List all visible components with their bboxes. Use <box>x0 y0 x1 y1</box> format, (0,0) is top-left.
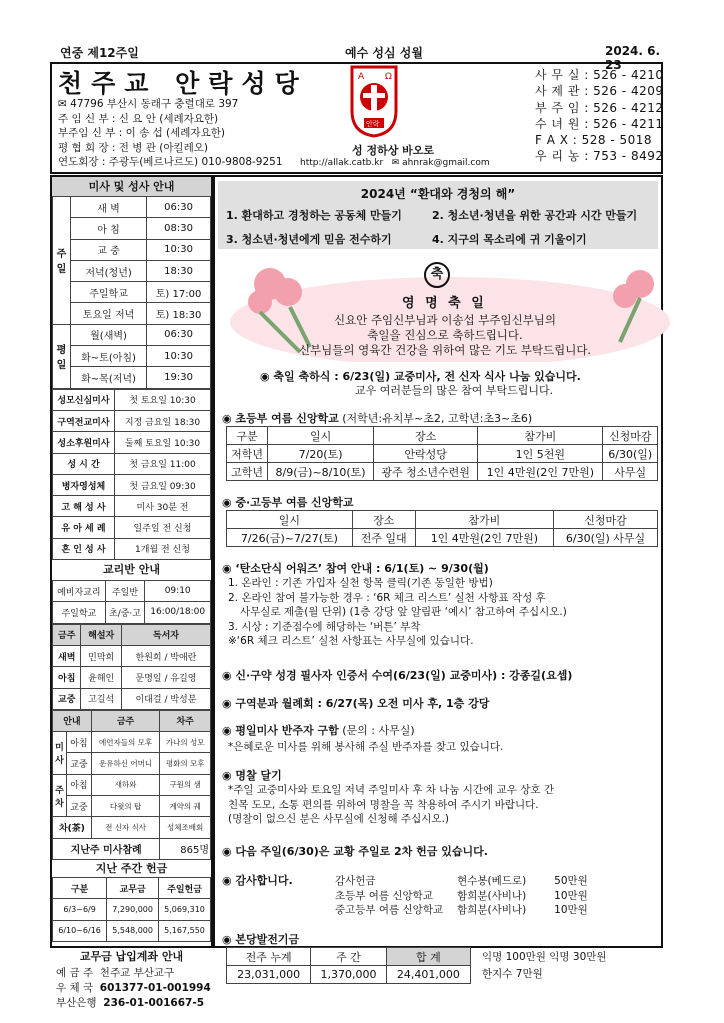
nametag-line: *주일 교중미사와 토요일 저녁 주일미사 후 차 나눔 시간에 교우 상호 간 <box>228 784 554 796</box>
summer2-header: 장소 <box>352 511 415 529</box>
thanks-cell: 중고등부 여름 신앙학교 <box>335 904 444 916</box>
bank2-label: 부산은행 <box>56 996 97 1009</box>
celebration-meal: ◉ 축일 축하식 : 6/23(일) 교중미사, 전 신자 식사 나눔 있습니다. <box>260 370 581 383</box>
mass-name: 월(새벽) <box>71 324 147 345</box>
duty-header: 독서자 <box>121 624 210 645</box>
church-logo-icon <box>348 63 400 138</box>
accompanist-sub: (문의 : 사무실) <box>342 724 415 737</box>
assistant-pastor: 부주임 신 부 : 이 송 섭 (세례자요한) <box>58 127 225 140</box>
fund-cell: 24,401,000 <box>386 966 470 984</box>
carbon-line: 1. 온라인 : 기존 가입자 실천 항목 클릭(기존 동일한 방법) <box>228 577 493 589</box>
offering-header: 구분 <box>53 877 107 898</box>
carbon-line: ※‘6R 체크 리스트’ 실천 사항표는 사무실에 있습니다. <box>228 635 474 647</box>
celebration-char: 축 <box>424 262 450 288</box>
summer2-cell: 전주 일대 <box>352 529 415 547</box>
summer2-header: 신청마감 <box>554 511 658 529</box>
sacrament-table <box>52 389 211 560</box>
summer1-table <box>226 426 658 481</box>
thanks-cell: 10만원 <box>554 904 588 916</box>
celebration-title: 영 명 축 일 <box>402 296 487 311</box>
fund-header: 주 간 <box>311 948 387 966</box>
guide-cell: 교중 <box>67 753 92 774</box>
mass-time: 10:30 <box>147 239 211 260</box>
summer1-cell: 6/30(일) <box>603 445 658 463</box>
summer1-cell: 안락성당 <box>374 445 478 463</box>
tea-label: 차(茶) <box>53 817 92 838</box>
school-cell: 주일학교 <box>53 602 106 623</box>
council-president: 평 협 회 장 : 전 병 관 (아킬레오) <box>58 141 209 154</box>
offering-table <box>52 877 211 942</box>
celebration-line: 축일을 진심으로 축하드립니다. <box>367 328 523 342</box>
thanks-title: ◉ 감사합니다. <box>222 874 293 887</box>
mass-time: 18:30 <box>147 260 211 281</box>
sacrament-name: 혼 인 성 사 <box>53 538 115 559</box>
theme-item: 2. 청소년·청년을 위한 공간과 시간 만들기 <box>432 209 638 222</box>
fund-header: 합 계 <box>386 948 470 966</box>
duty-cell: 새벽 <box>53 645 81 666</box>
account-title: 교무금 납입계좌 안내 <box>79 949 184 963</box>
sacrament-name: 고 해 성 사 <box>53 496 115 517</box>
summer1-title: ◉ 초등부 여름 신앙학교 <box>222 412 339 425</box>
duty-header: 해설자 <box>81 624 122 645</box>
sacrament-time: 첫 토요일 10:30 <box>115 389 211 410</box>
contact-office: 사 무 실 : 526 - 4210 <box>535 68 664 82</box>
celebration-message <box>230 313 660 358</box>
patron-saint: 성 정하상 바오로 <box>352 144 435 157</box>
summer1-header: 신청마감 <box>603 427 658 445</box>
carbon-line: 2. 온라인 참여 불가능한 경우 : ‘6R 체크 리스트’ 실천 사항표 작성 후 <box>228 591 546 604</box>
summer2-title: ◉ 중·고등부 여름 신앙학교 <box>222 496 354 509</box>
carbon-title: ◉ ‘탄소단식 어워즈’ 참여 안내 : 6/1(토) ~ 9/30(월) <box>222 562 489 575</box>
school-table <box>52 580 211 624</box>
school-cell: 예비자교리 <box>53 581 106 602</box>
summer2-cell: 6/30(일) 사무실 <box>554 529 658 547</box>
pastor: 주 임 신 부 : 신 요 안 (세례자요한) <box>58 112 219 125</box>
summer1-cell: 고학년 <box>227 463 268 481</box>
summer1-header: 구분 <box>227 427 268 445</box>
guide-cell: 새하와 <box>91 774 159 795</box>
contact-assistant: 부 주 임 : 526 - 4212 <box>535 100 664 115</box>
fund-note: 한지수 7만원 <box>482 968 543 980</box>
duty-cell: 문명일 / 유길영 <box>121 667 210 688</box>
account-holder-label: 예 금 주 <box>56 966 94 979</box>
sacrament-name: 유 아 세 례 <box>53 517 115 538</box>
mass-time: 토) 18:30 <box>147 303 211 324</box>
theme-title: 2024년 “환대와 경청의 해” <box>360 187 516 201</box>
duty-header: 금주 <box>53 624 81 645</box>
guide-cell: 아침 <box>67 732 92 753</box>
fund-header: 전주 누계 <box>227 948 311 966</box>
accompanist-heading <box>222 722 415 738</box>
sacrament-time: 첫 금요일 09:30 <box>115 474 211 495</box>
guide-cell: 구원의 샘 <box>160 774 211 795</box>
mass-name: 새 벽 <box>71 197 147 218</box>
summer1-header: 장소 <box>374 427 478 445</box>
email-link[interactable]: ahnrak@gmail.com <box>402 158 490 168</box>
celebration-line: 신부님들의 영육간 건강을 위하여 많은 기도 부탁드립니다. <box>298 343 592 357</box>
guide-cell: 평화의 모후 <box>160 753 211 774</box>
school-cell: 초/중·고 <box>105 602 145 623</box>
thanks-cell: 10만원 <box>554 889 588 902</box>
mass-name: 주일학교 <box>71 282 147 303</box>
contact-convent: 수 녀 원 : 526 - 4211 <box>535 116 664 131</box>
chairman: 연도회장 : 주광두(베르나르도) 010-9808-9251 <box>58 156 283 169</box>
summer1-cell: 1인 4만원(2인 7만원) <box>478 463 603 481</box>
nametag-title: ◉ 명찰 달기 <box>222 769 282 782</box>
school-title: 교리반 안내 <box>52 560 211 580</box>
guide-header: 차주 <box>160 710 211 731</box>
guide-table <box>52 710 211 860</box>
duty-cell: 한원희 / 박애란 <box>121 645 210 666</box>
thanks-cell: 현수봉(베드로) <box>457 875 527 887</box>
summer2-cell: 1인 4만원(2인 7만원) <box>415 529 553 547</box>
duty-cell: 이대걸 / 박성분 <box>121 688 210 709</box>
sacrament-name: 병자영성체 <box>53 474 115 495</box>
mass-table <box>52 196 211 389</box>
contact-list <box>535 67 663 165</box>
offering-cell: 7,290,000 <box>107 899 159 920</box>
offering-cell: 6/3~6/9 <box>53 899 107 920</box>
school-cell: 주일반 <box>105 581 145 602</box>
sacrament-name: 성모신심미사 <box>53 389 115 410</box>
logo-text: 안락 <box>366 120 380 128</box>
sacrament-name: 성소후원미사 <box>53 432 115 453</box>
guide-header: 안내 <box>53 710 92 731</box>
mass-time: 10:30 <box>147 346 211 367</box>
contact-farm: 우 리 농 : 753 - 8492 <box>535 149 664 164</box>
date-label: 2024. 6. 23 <box>605 44 661 72</box>
guide-cell: 에언자들의 모후 <box>91 732 159 753</box>
guide-cell: 교중 <box>67 796 92 817</box>
mass-name: 화~목(저녁) <box>71 367 147 388</box>
sunday-label: 주일 <box>53 197 71 325</box>
attendance-label: 지난주 미사참례 <box>53 838 160 859</box>
guide-cell: 가나의 성모 <box>160 732 211 753</box>
offering-cell: 5,548,000 <box>107 920 159 941</box>
summer1-cell: 7/20(토) <box>268 445 374 463</box>
mass-time: 08:30 <box>147 218 211 239</box>
account-holder: 천주교 부산교구 <box>99 966 175 979</box>
svg-text:Ω: Ω <box>385 72 392 82</box>
summer2-header: 일시 <box>227 511 353 529</box>
guide-cell: 운유하신 어머니 <box>91 753 159 774</box>
church-name: 천주교 안락성당 <box>58 69 308 98</box>
guide-header: 금주 <box>91 710 159 731</box>
summer1-cell: 저학년 <box>227 445 268 463</box>
accompanist-title: ◉ 평일미사 반주자 구함 <box>222 724 339 737</box>
contact-rectory: 사 제 관 : 526 - 4209 <box>535 84 664 99</box>
guide-cell: 계약의 궤 <box>160 796 211 817</box>
church-info <box>58 97 283 170</box>
weekday-label: 평일 <box>53 324 71 388</box>
duty-cell: 아침 <box>53 667 81 688</box>
email-icon: ✉ <box>386 158 400 168</box>
offering-cell: 5,167,550 <box>159 920 211 941</box>
mass-name: 토요일 저녁 <box>71 303 147 324</box>
summer2-table <box>226 510 658 547</box>
offering-header: 교무금 <box>107 877 159 898</box>
mass-name: 저녁(청년) <box>71 260 147 281</box>
sacrament-name: 성 시 간 <box>53 453 115 474</box>
mass-title: 미사 및 성사 안내 <box>52 177 211 196</box>
summer2-header: 참가비 <box>415 511 553 529</box>
duty-cell: 교중 <box>53 688 81 709</box>
summer1-header: 참가비 <box>478 427 603 445</box>
nametag-line: (명찰이 없으신 분은 사무실에 신청해 주십시오.) <box>228 813 449 825</box>
summer1-cell: 사무실 <box>603 463 658 481</box>
guide-cell: 다윗의 탑 <box>91 796 159 817</box>
sacrament-time: 둘째 토요일 10:30 <box>115 432 211 453</box>
theme-item: 3. 청소년·청년에게 믿음 전수하기 <box>226 233 392 246</box>
fund-cell: 1,370,000 <box>311 966 387 984</box>
summer1-heading <box>222 410 532 426</box>
duty-table <box>52 624 211 710</box>
fund-note: 익명 100만원 익명 30만원 <box>482 951 607 963</box>
accompanist-line: *은혜로운 미사를 위해 봉사해 주실 반주자를 찾고 있습니다. <box>228 741 504 753</box>
address: 47796 부산시 동래구 충렬대로 397 <box>70 98 239 110</box>
guide-cell: 아침 <box>67 774 92 795</box>
fund-notes <box>482 949 607 983</box>
fund-table <box>226 947 471 984</box>
mass-name: 화~토(아침) <box>71 346 147 367</box>
celebration-meal-2: 교우 여러분들의 많은 참여 부탁드립니다. <box>355 384 554 397</box>
guide-parking-label: 주차 <box>53 774 67 817</box>
week-label: 연중 제12주일 <box>60 46 139 60</box>
carbon-line: 사무실로 제출(월 단위) (1층 강당 앞 알림판 ‘예시’ 참고하여 주십시오.) <box>240 606 567 618</box>
theme-item: 1. 환대하고 경청하는 공동체 만들기 <box>226 209 402 222</box>
sacrament-name: 구역전교미사 <box>53 410 115 431</box>
offering-cell: 6/10~6/16 <box>53 920 107 941</box>
mass-time: 토) 17:00 <box>147 282 211 303</box>
left-column <box>50 175 213 1009</box>
fund-cell: 23,031,000 <box>227 966 311 984</box>
bank1-label: 우 체 국 <box>56 981 94 994</box>
thanks-table <box>335 874 588 918</box>
mass-time: 06:30 <box>147 324 211 345</box>
mass-name: 아 침 <box>71 218 147 239</box>
duty-cell: 고길석 <box>81 688 122 709</box>
feast-label: 예수 성심 성월 <box>345 46 423 60</box>
account-number-2: 236-01-001667-5 <box>103 996 205 1009</box>
theme-item: 4. 지구의 목소리에 귀 기울이기 <box>432 233 587 246</box>
sacrament-time: 미사 30분 전 <box>115 496 211 517</box>
thanks-cell: 함희분(사비나) <box>457 904 527 916</box>
carbon-line: 3. 시상 : 기준점수에 해당하는 ‘버튼’ 부착 <box>228 620 421 633</box>
offering-title: 지난 주간 헌금 <box>52 860 211 877</box>
thanks-cell: 함희분(사비나) <box>457 889 527 902</box>
summer2-cell: 7/26(금)~7/27(토) <box>227 529 353 547</box>
nametag-line: 친목 도모, 소통 편의를 위하여 명찰을 꼭 착용하여 주시기 바랍니다. <box>228 798 539 811</box>
second-collection: ◉ 다음 주일(6/30)은 교황 주일로 2차 헌금 있습니다. <box>222 845 488 858</box>
sacrament-time: 1개월 전 신청 <box>115 538 211 559</box>
attendance-value: 865명 <box>160 838 211 859</box>
account-number-1: 601377-01-001994 <box>99 981 211 994</box>
tea-next-week: 성체조배회 <box>160 817 211 838</box>
contact-fax: F A X : 528 - 5018 <box>535 133 653 148</box>
website-link[interactable]: http://allak.catb.kr <box>300 158 384 168</box>
summer1-cell: 광주 청소년수련원 <box>374 463 478 481</box>
duty-cell: 민막희 <box>81 645 122 666</box>
summer1-header: 일시 <box>268 427 374 445</box>
offering-cell: 5,069,310 <box>159 899 211 920</box>
mass-name: 교 중 <box>71 239 147 260</box>
sacrament-time: 첫 금요일 11:00 <box>115 453 211 474</box>
tea-this-week: 전 신자 식사 <box>91 817 159 838</box>
mass-time: 19:30 <box>147 367 211 388</box>
school-cell: 16:00/18:00 <box>145 602 211 623</box>
celebration-line: 신요안 주임신부님과 이송섭 부주임신부님의 <box>333 313 557 327</box>
thanks-cell: 감사헌금 <box>335 875 376 887</box>
school-cell: 09:10 <box>145 581 211 602</box>
mass-time: 06:30 <box>147 197 211 218</box>
top-header <box>60 38 670 72</box>
sacrament-time: 지정 금요일 18:30 <box>115 410 211 431</box>
summer1-cell: 1인 5천원 <box>478 445 603 463</box>
offering-header: 주일헌금 <box>159 877 211 898</box>
duty-cell: 윤해인 <box>81 667 122 688</box>
carbon-details <box>228 576 567 649</box>
guide-mass-label: 미사 <box>53 732 67 775</box>
fund-title: ◉ 본당발전기금 <box>222 933 300 946</box>
district-meeting: ◉ 구역분과 월례회 : 6/27(목) 오전 미사 후, 1층 강당 <box>222 697 490 710</box>
nametag-details <box>228 783 554 827</box>
summer1-cell: 8/9(금)~8/10(토) <box>268 463 374 481</box>
bible-certificate: ◉ 신·구약 성경 필사자 인증서 수여(6/23(일) 교중미사) : 강종길(요셉) <box>222 669 573 682</box>
theme-box <box>218 181 658 249</box>
thanks-cell: 초등부 여름 신앙학교 <box>335 889 433 902</box>
sacrament-time: 일주일 전 신청 <box>115 517 211 538</box>
account-info <box>52 966 211 1011</box>
thanks-cell: 50만원 <box>554 875 588 887</box>
svg-text:A: A <box>358 72 365 82</box>
mail-icon: ✉ <box>58 98 71 110</box>
summer1-note: (저학년:유치부~초2, 고학년:초3~초6) <box>342 412 533 425</box>
